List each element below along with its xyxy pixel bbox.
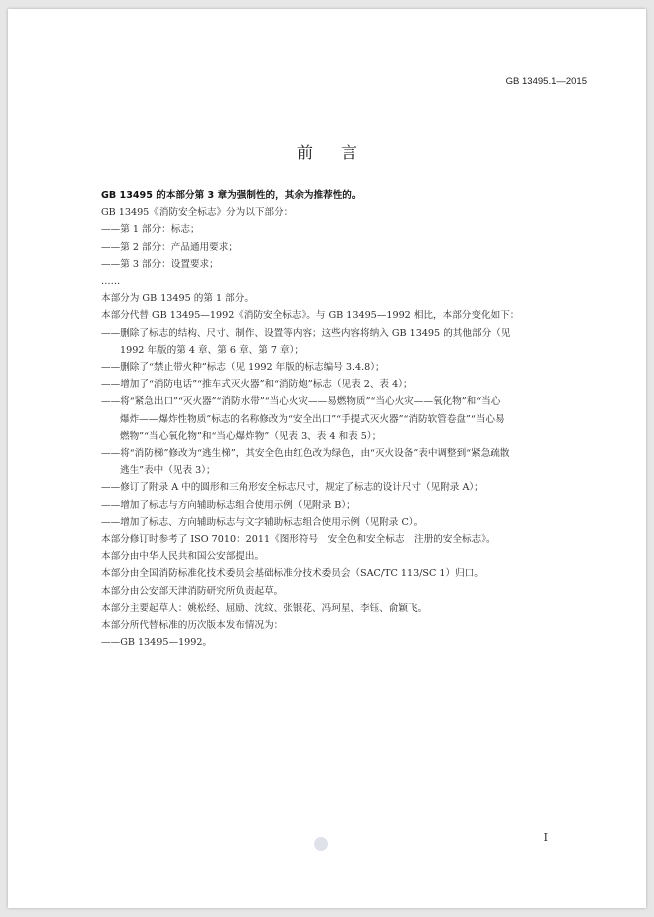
list-item: ——第 2 部分：产品通用要求；: [101, 241, 238, 253]
list-item: ——修订了附录 A 中的圆形和三角形安全标志尺寸，规定了标志的设计尺寸（见附录 A）；: [101, 482, 484, 494]
paragraph-line: 本部分由中华人民共和国公安部提出。: [101, 551, 265, 563]
list-item: ——增加了“消防电话”“推车式灭火器”和“消防炮”标志（见表 2、表 4）；: [101, 379, 413, 391]
paragraph-line: 本部分代替 GB 13495—1992《消防安全标志》。与 GB 13495—1992 相比，本部分变化如下：: [101, 310, 520, 322]
list-item-continuation: 1992 年版的第 4 章、第 6 章、第 7 章）；: [120, 344, 304, 356]
list-item: ——第 3 部分：设置要求；: [101, 258, 219, 270]
list-item-continuation: 爆炸——爆炸性物质”标志的名称修改为“安全出口”“手提式灭火器”“消防软管卷盘”“当心易: [120, 413, 505, 425]
list-item: ——第 1 部分：标志；: [101, 224, 200, 236]
list-item-continuation: 燃物”“当心氧化物”和“当心爆炸物”（见表 3、表 4 和表 5）；: [120, 430, 382, 442]
paragraph-line: 本部分由全国消防标准化技术委员会基础标准分技术委员会（SAC/TC 113/SC 1）归口。: [101, 568, 484, 580]
paragraph-line: GB 13495《消防安全标志》分为以下部分：: [101, 207, 294, 219]
mandatory-statement: GB 13495 的本部分第 3 章为强制性的，其余为推荐性的。: [101, 190, 362, 201]
paragraph-line: 本部分为 GB 13495 的第 1 部分。: [101, 293, 254, 305]
page-number: I: [543, 831, 548, 844]
ellipsis: ……: [101, 276, 121, 288]
list-item-continuation: 逃生”表中（见表 3）；: [120, 465, 216, 477]
paragraph-line: 本部分由公安部天津消防研究所负责起草。: [101, 585, 284, 597]
page-title: 前言: [296, 143, 385, 162]
list-item: ——删除了“禁止带火种”标志（见 1992 年版的标志编号 3.4.8）；: [101, 362, 385, 374]
list-item: ——删除了标志的结构、尺寸、制作、设置等内容；这些内容将纳入 GB 13495 的其他部分（见: [101, 327, 511, 339]
foreword-body: [101, 187, 586, 651]
standard-code: GB 13495.1—2015: [505, 76, 587, 87]
document-page: [8, 9, 646, 908]
list-item: ——GB 13495—1992。: [101, 637, 213, 649]
list-item: ——将“消防梯”修改为“逃生梯”，其安全色由红色改为绿色，由“灭火设备”表中调整到“紧急疏散: [101, 448, 510, 460]
list-item: ——将“紧急出口”“灭火器”“消防水带”“当心火灾——易燃物质”“当心火灾——氧化物”和“当心: [101, 396, 501, 408]
list-item: ——增加了标志与方向辅助标志组合使用示例（见附录 B）；: [101, 499, 356, 511]
paragraph-line: 本部分修订时参考了 ISO 7010：2011《图形符号 安全色和安全标志 注册的安全标志》。: [101, 534, 496, 546]
paragraph-line: 本部分所代替标准的历次版本发布情况为：: [101, 620, 284, 632]
paragraph-line: 本部分主要起草人：姚松经、屈励、沈纹、张银花、冯珂星、李钰、俞颖飞。: [101, 602, 428, 614]
publisher-logo-icon: [314, 837, 328, 851]
list-item: ——增加了标志、方向辅助标志与文字辅助标志组合使用示例（见附录 C）。: [101, 516, 424, 528]
